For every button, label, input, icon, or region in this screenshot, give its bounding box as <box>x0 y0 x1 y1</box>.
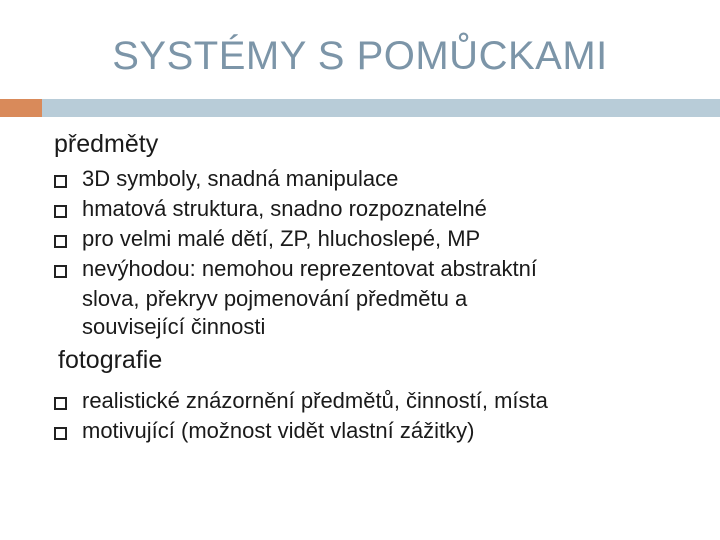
bullet-square-icon <box>54 205 67 218</box>
list-item: hmatová struktura, snadno rozpoznatelné <box>82 196 487 221</box>
bullet-square-icon <box>54 427 67 440</box>
slide-title: SYSTÉMY S POMŮCKAMI <box>112 34 608 78</box>
section-heading-fotografie: fotografie <box>58 346 163 374</box>
list-item: nevýhodou: nemohou reprezentovat abstraktní <box>82 256 537 281</box>
list-item-continuation: související činnosti <box>82 314 266 339</box>
list-item: motivující (možnost vidět vlastní zážitky) <box>82 418 475 443</box>
bullet-square-icon <box>54 235 67 248</box>
list-item: realistické znázornění předmětů, činností, místa <box>82 388 548 413</box>
section-heading-predmety: předměty <box>54 130 159 158</box>
title-accent-bar <box>0 99 42 117</box>
list-item: pro velmi malé dětí, ZP, hluchoslepé, MP <box>82 226 481 251</box>
bullet-square-icon <box>54 175 67 188</box>
title-divider-bar <box>42 99 720 117</box>
list-item-continuation: slova, překryv pojmenování předmětu a <box>82 286 468 311</box>
list-item: 3D symboly, snadná manipulace <box>82 166 399 191</box>
bullet-square-icon <box>54 397 67 410</box>
bullet-square-icon <box>54 265 67 278</box>
